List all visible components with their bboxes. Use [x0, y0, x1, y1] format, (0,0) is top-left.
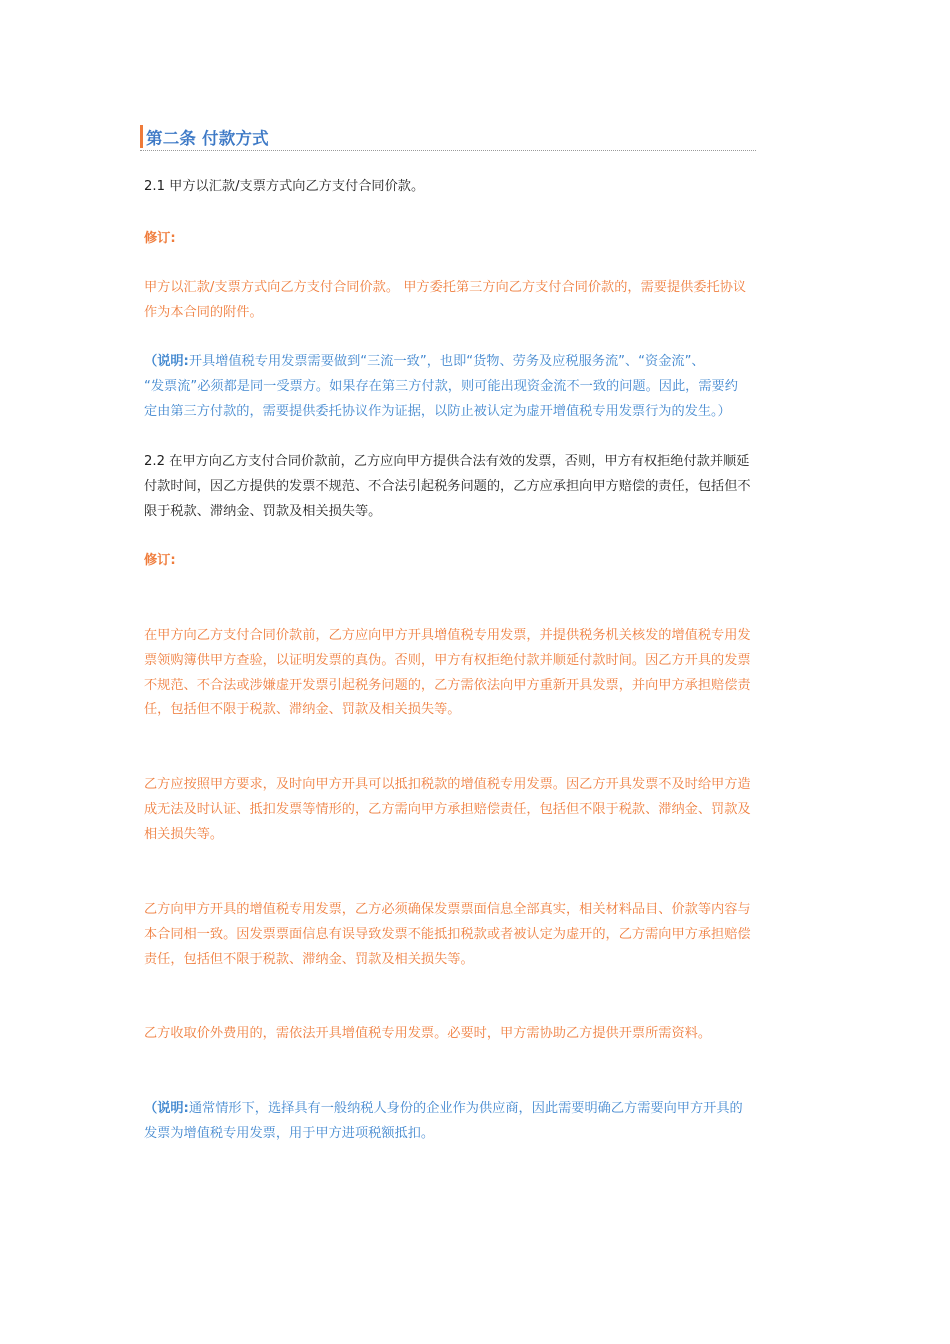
clause-2-2-revision-paragraph-3: [144, 898, 806, 972]
clause-2-2-revision-paragraph-4: [144, 1022, 806, 1047]
text-line: 2.1 甲方以汇款/支票方式向乙方支付合同价款。: [144, 179, 425, 194]
clause-2-2-revision-label: [144, 549, 806, 574]
text-line: 乙方收取价外费用的，需依法开具增值税专用发票。必要时，甲方需协助乙方提供开票所需资料。: [144, 1026, 712, 1041]
note-prefix: （: [144, 354, 158, 369]
note-first-line: [144, 1097, 806, 1122]
text-line: 乙方向甲方开具的增值税专用发票，乙方必须确保发票票面信息全部真实，相关材料品目、价款等内容与: [144, 902, 751, 917]
text-line: 甲方以汇款/支票方式向乙方支付合同价款。 甲方委托第三方向乙方支付合同价款的，需要提供委托协议: [144, 280, 747, 295]
revision-label: 修订:: [144, 231, 176, 246]
section-heading: [140, 124, 756, 151]
revision-label: 修订:: [144, 553, 176, 568]
text-line: 不规范、不合法或涉嫌虚开发票引起税务问题的，乙方需依法向甲方重新开具发票，并向甲方承担赔偿责: [144, 677, 751, 693]
clause-2-1-revision: [144, 276, 806, 326]
clause-2-2-note: [144, 1097, 806, 1147]
text-line: 在甲方向乙方支付合同价款前，乙方应向甲方开具增值税专用发票，并提供税务机关核发的增值税专用发: [144, 628, 751, 643]
text-line: 发票为增值税专用发票，用于甲方进项税额抵扣。: [144, 1125, 435, 1141]
note-text: 开具增值税专用发票需要做到“三流一致”，也即“货物、劳务及应税服务流”、“资金流”、: [188, 354, 705, 369]
clause-2-2-revision-paragraph-1: [144, 624, 806, 723]
note-label: 说明:: [157, 1101, 189, 1116]
text-line: 责任，包括但不限于税款、滞纳金、罚款及相关损失等。: [144, 951, 474, 967]
text-line: 付款时间，因乙方提供的发票不规范、不合法引起税务问题的，乙方应承担向甲方赔偿的责任，包括但不: [144, 478, 751, 494]
note-first-line: [144, 350, 806, 375]
text-line: 票领购簿供甲方查验，以证明发票的真伪。否则，甲方有权拒绝付款并顺延付款时间。因乙方开具的发票: [144, 652, 751, 668]
text-line: “发票流”必须都是同一受票方。如果存在第三方付款，则可能出现资金流不一致的问题。因此，需要约: [144, 378, 738, 394]
text-line: 乙方应按照甲方要求，及时向甲方开具可以抵扣税款的增值税专用发票。因乙方开具发票不及时给甲方造: [144, 777, 751, 792]
note-prefix: （: [144, 1101, 158, 1116]
text-line: 定由第三方付款的，需要提供委托协议作为证据，以防止被认定为虚开增值税专用发票行为的发生。）: [144, 403, 731, 419]
clause-2-1-text: [144, 175, 806, 200]
text-line: 成无法及时认证、抵扣发票等情形的，乙方需向甲方承担赔偿责任，包括但不限于税款、滞纳金、罚款及: [144, 801, 751, 817]
note-label: 说明:: [157, 354, 189, 369]
clause-2-2-text: [144, 450, 806, 524]
clause-2-1-note: [144, 350, 806, 424]
note-text: 通常情形下，选择具有一般纳税人身份的企业作为供应商，因此需要明确乙方需要向甲方开具的: [188, 1101, 743, 1116]
heading-accent-bar: [140, 125, 143, 148]
section-title: 第二条 付款方式: [146, 129, 269, 148]
text-line: 本合同相一致。因发票票面信息有误导致发票不能抵扣税款或者被认定为虚开的，乙方需向甲方承担赔偿: [144, 926, 751, 942]
text-line: 限于税款、滞纳金、罚款及相关损失等。: [144, 503, 382, 519]
text-line: 相关损失等。: [144, 826, 224, 842]
text-line: 作为本合同的附件。: [144, 304, 263, 320]
text-line: 任，包括但不限于税款、滞纳金、罚款及相关损失等。: [144, 702, 461, 718]
text-line: 2.2 在甲方向乙方支付合同价款前，乙方应向甲方提供合法有效的发票，否则，甲方有权拒绝付款并顺延: [144, 454, 750, 469]
clause-2-2-revision-paragraph-2: [144, 773, 806, 847]
clause-2-1-revision-label: [144, 227, 806, 252]
